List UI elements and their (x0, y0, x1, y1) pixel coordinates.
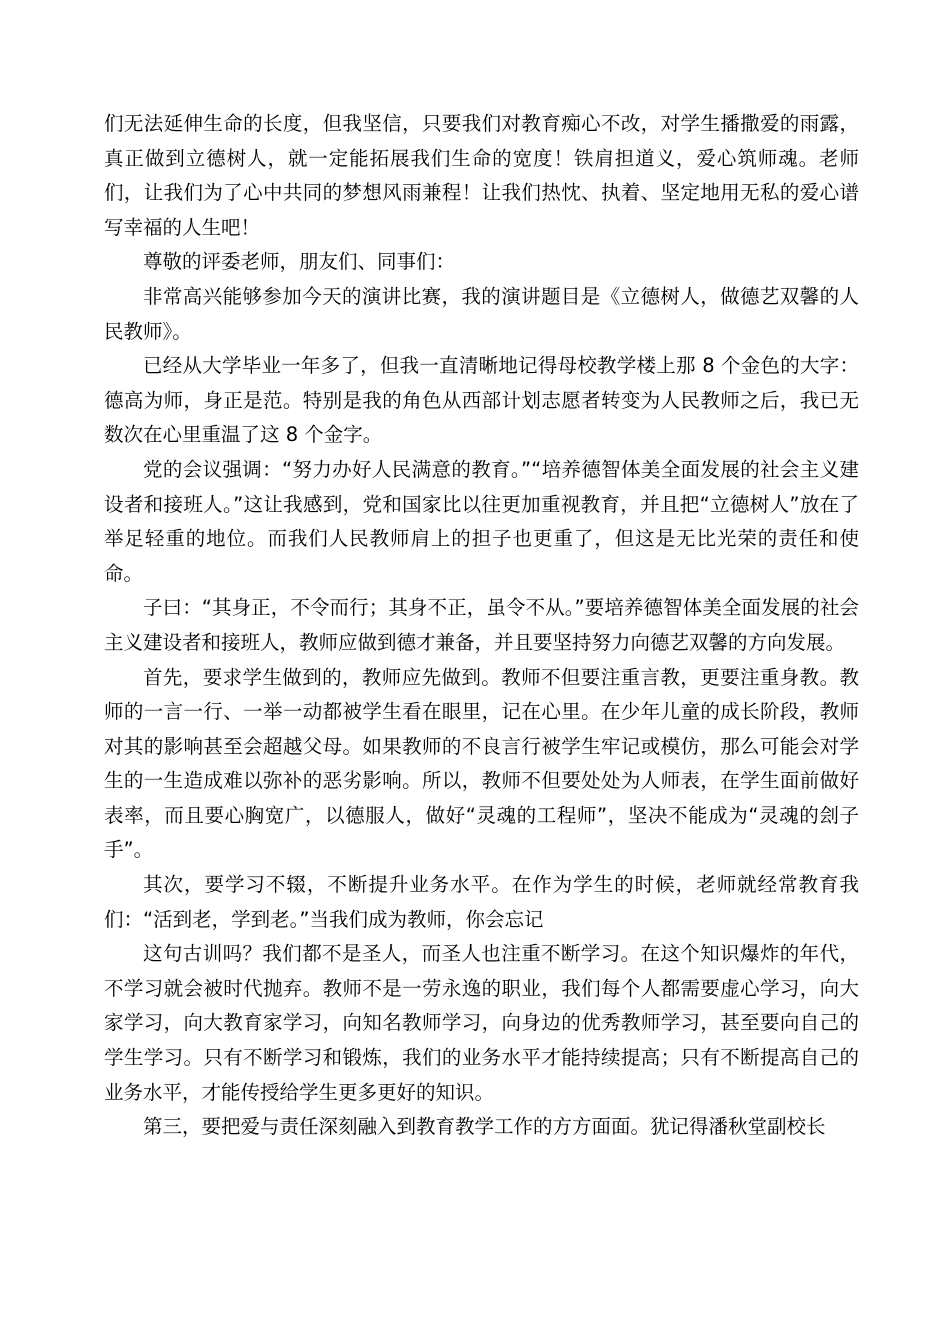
paragraph-9: 这句古训吗？我们都不是圣人，而圣人也注重不断学习。在这个知识爆炸的年代，不学习就会被时代抛弃。教师不是一劳永逸的职业，我们每个人都需要虚心学习，向大家学习，向大教育家学习，向知名教师学习，向身边的优秀教师学习，甚至要向自己的学生学习。只有不断学习和锻炼，我们的业务水平才能持续提高；只有不断提高自己的业务水平，才能传授给学生更多更好的知识。 (104, 942, 859, 1104)
paragraph-5: 党的会议强调：“努力办好人民满意的教育。”“培养德智体美全面发展的社会主义建设者和接班人。”这让我感到，党和国家比以往更加重视教育，并且把“立德树人”放在了举足轻重的地位。而我们人民教师肩上的担子也更重了，但这是无比光荣的责任和使命。 (104, 457, 859, 585)
paragraph-10: 第三，要把爱与责任深刻融入到教育教学工作的方方面面。犹记得潘秋堂副校长 (143, 1115, 826, 1139)
document-page (104, 107, 859, 1145)
paragraph-2: 尊敬的评委老师，朋友们、同事们： (143, 250, 456, 274)
paragraph-1: 们无法延伸生命的长度，但我坚信，只要我们对教育痴心不改，对学生播撒爱的雨露，真正做到立德树人，就一定能拓展我们生命的宽度！铁肩担道义，爱心筑师魂。老师们，让我们为了心中共同的梦想风雨兼程！让我们热忱、执着、坚定地用无私的爱心谱写幸福的人生吧！ (104, 112, 859, 239)
paragraph-3: 非常高兴能够参加今天的演讲比赛，我的演讲题目是《立德树人，做德艺双馨的人民教师》。 (104, 284, 859, 343)
paragraph-4: 已经从大学毕业一年多了，但我一直清晰地记得母校教学楼上那 8 个金色的大字：德高为师，身正是范。特别是我的角色从西部计划志愿者转变为人民教师之后，我已无数次在心里重温了这 8 个金字。 (104, 354, 859, 447)
paragraph-6: 子曰：“其身正，不令而行；其身不正，虽令不从。”要培养德智体美全面发展的社会主义建设者和接班人，教师应做到德才兼备，并且要坚持努力向德艺双馨的方向发展。 (104, 596, 859, 654)
paragraph-8: 其次，要学习不辍，不断提升业务水平。在作为学生的时候，老师就经常教育我们：“活到老，学到老。”当我们成为教师，你会忘记 (104, 873, 859, 931)
paragraph-7: 首先，要求学生做到的，教师应先做到。教师不但要注重言教，更要注重身教。教师的一言一行、一举一动都被学生看在眼里，记在心里。在少年儿童的成长阶段，教师对其的影响甚至会超越父母。如果教师的不良言行被学生牢记或模仿，那么可能会对学生的一生造成难以弥补的恶劣影响。所以，教师不但要处处为人师表，在学生面前做好表率，而且要心胸宽广，以德服人，做好“灵魂的工程师”，坚决不能成为“灵魂的刽子手”。 (104, 665, 859, 862)
